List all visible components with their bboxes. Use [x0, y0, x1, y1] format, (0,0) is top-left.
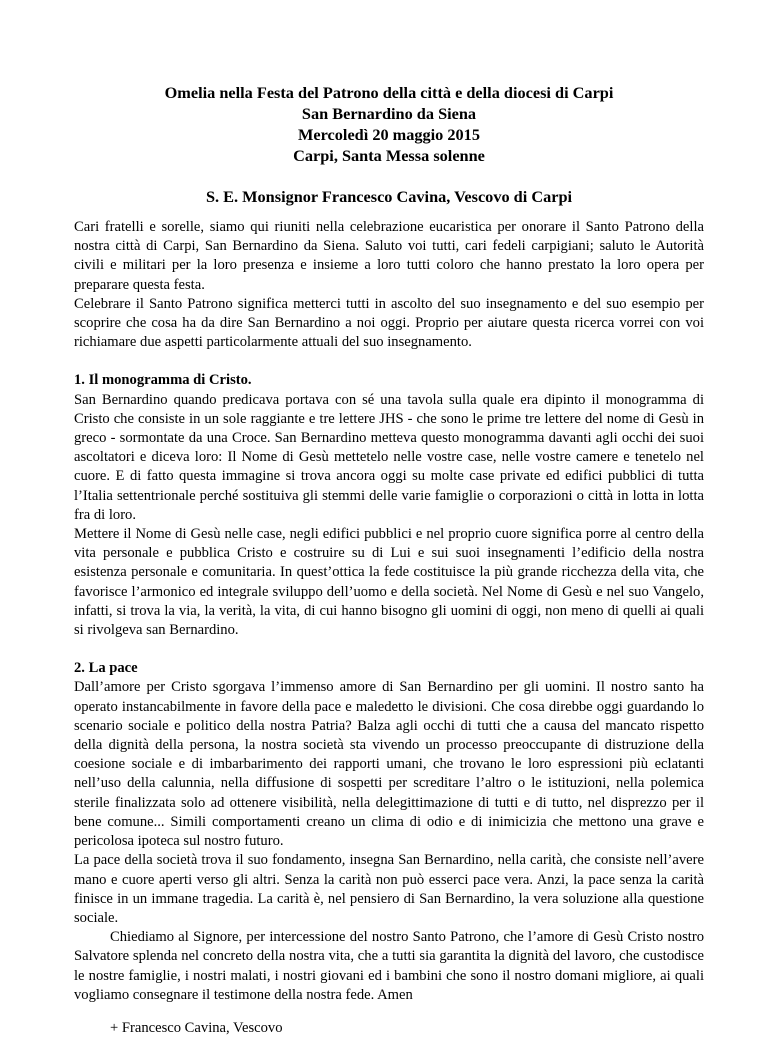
- saint-name: San Bernardino da Siena: [301, 104, 477, 123]
- section-1-paragraph-2: Mettere il Nome di Gesù nelle case, negli edifici pubblici e nel proprio cuore significa porre al centro della vita personale e pubblica Cristo e costruire su di Lui e sui suoi insegnamenti l’edificio della nostra esistenza personale e comunitaria. In quest’ottica la fede costituisce la più grande ricchezza della vita, che favorisce l’armonico ed integrale sviluppo dell’uomo e della società. Nel Nome di Gesù e nel suo Vangelo, infatti, si trova la via, la verità, la vita, di cui hanno bisogno gli uomini di oggi, non meno di quelli ai quali si rivolgeva san Bernardino.: [74, 526, 704, 639]
- section-2-title: 2. La pace: [74, 660, 138, 677]
- section-2-paragraph-1: Dall’amore per Cristo sgorgava l’immenso amore di San Bernardino per gli uomini. Il nostro santo ha operato instancabilmente in favore della pace e maledetto le divisioni. Che cosa direbbe oggi guardando lo scenario sociale e politico della nostra Patria? Balza agli occhi di tutti che a causa del mancato rispetto della dignità della persona, la nostra società sta vivendo un processo preoccupante di distruzione della coesione sociale e di imbarbarimento dei rapporti umani, che trovano le loro espressioni più eclatanti nell’uso della calunnia, nella diffusione di sospetti per screditare l’altro o le istituzioni, nella polemica sterile finalizzata solo ad ottenere visibilità, nella delegittimazione di tutti e di tutto, nel disprezzo per il bene comune... Simili comportamenti creano un clima di odio e di inimicizia che mettono una grave e pericolosa ipoteca sul nostro futuro.: [74, 679, 704, 850]
- intro-paragraph-1: Cari fratelli e sorelle, siamo qui riuniti nella celebrazione eucaristica per onorare il Santo Patrono della nostra città di Carpi, San Bernardino da Siena. Saluto voi tutti, cari fedeli carpigiani; saluto le Autorità civili e militari per la loro presenza e insieme a loro tutti coloro che hanno prestato la loro opera per preparare questa festa.: [74, 219, 704, 293]
- homily-date: Mercoledì 20 maggio 2015: [298, 125, 480, 144]
- signature: + Francesco Cavina, Vescovo: [110, 1019, 283, 1036]
- section-1-paragraph-1: San Bernardino quando predicava portava con sé una tavola sulla quale era dipinto il monogramma di Cristo che consiste in un sole raggiante e tre lettere JHS - che sono le prime tre lettere del nome di Gesù in greco - sormontate da una Croce. San Bernardino metteva questo monogramma davanti agli occhi dei suoi ascoltatori e diceva loro: Il Nome di Gesù mettetelo nelle vostre case, nelle vostre camere e tenetelo nel cuore. E di fatto questa immagine si trova ancora oggi su molte case private ed edifici pubblici di tutta l’Italia settentrionale perché sostituiva gli stemmi delle varie famiglie o corporazioni o città in lotta in lotta fra di loro.: [74, 391, 704, 523]
- author-line: S. E. Monsignor Francesco Cavina, Vescovo di Carpi: [205, 187, 573, 206]
- section-1-title: 1. Il monogramma di Cristo.: [74, 372, 252, 389]
- homily-title: Omelia nella Festa del Patrono della città e della diocesi di Carpi: [164, 83, 614, 102]
- homily-place: Carpi, Santa Messa solenne: [293, 146, 485, 165]
- intro-paragraph-2: Celebrare il Santo Patrono significa metterci tutti in ascolto del suo insegnamento e del suo esempio per scoprire che cosa ha da dire San Bernardino a noi oggi. Proprio per aiutare questa ricerca vorrei con voi richiamare due aspetti particolarmente attuali del suo insegnamento.: [74, 295, 704, 351]
- section-2-paragraph-2: La pace della società trova il suo fondamento, insegna San Bernardino, nella carità, che consiste nell’avere mano e cuore aperti verso gli altri. Senza la carità non può esserci pace vera. Anzi, la pace senza la carità finisce in un immane tragedia. La carità è, nel pensiero di San Bernardino, la vera soluzione alla questione sociale.: [74, 852, 704, 926]
- section-2-paragraph-3: Chiediamo al Signore, per intercessione del nostro Santo Patrono, che l’amore di Gesù Cristo nostro Salvatore splenda nel concreto della nostra vita, che a tutti sia garantita la dignità del lavoro, che custodisce le nostre famiglie, i nostri malati, i nostri giovani ed i bambini che sono il nostro domani migliore, ai quali vogliamo consegnare il testimone della nostra fede. Amen: [74, 929, 704, 1003]
